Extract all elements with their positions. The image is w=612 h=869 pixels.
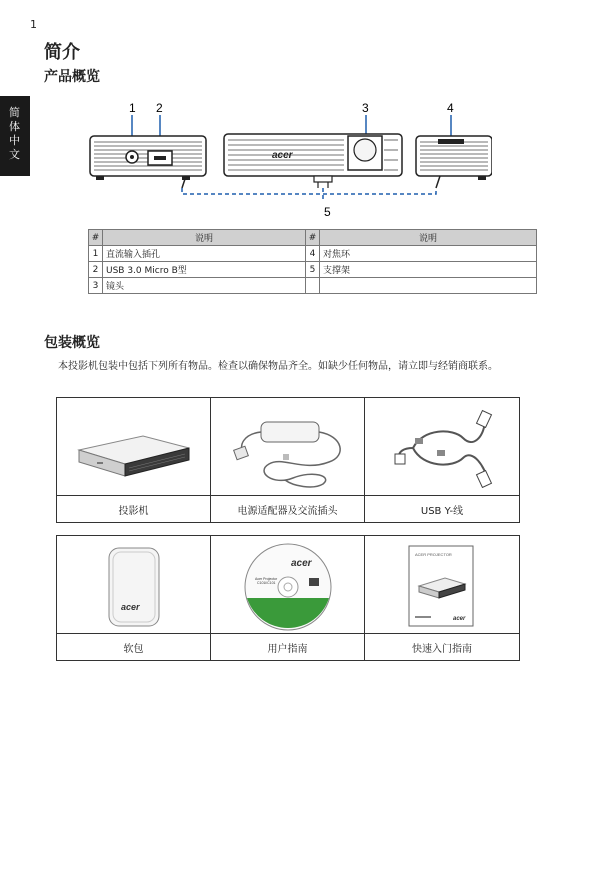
soft-case-icon bbox=[105, 544, 165, 630]
language-side-tab bbox=[0, 96, 30, 176]
table-cell: 直流输入插孔 bbox=[103, 246, 306, 262]
overview-heading: 产品概览 bbox=[44, 69, 100, 85]
stand-callout-bracket bbox=[182, 188, 436, 194]
table-header: 说明 bbox=[320, 230, 537, 246]
table-header: # bbox=[306, 230, 320, 246]
cd-model-line: C101i/C101 bbox=[257, 581, 276, 585]
table-cell: 5 bbox=[306, 262, 320, 278]
package-label-case: 软包 bbox=[123, 644, 144, 655]
table-row bbox=[89, 246, 537, 262]
cd-brand-logo: acer bbox=[291, 558, 312, 569]
table-cell bbox=[306, 278, 320, 294]
table-row bbox=[89, 262, 537, 278]
callout-1: 1 bbox=[129, 101, 136, 115]
projector-icon bbox=[73, 432, 195, 478]
power-adapter-icon bbox=[233, 416, 349, 490]
package-grid-top bbox=[56, 397, 520, 523]
table-header: # bbox=[89, 230, 103, 246]
projector-side-view-right bbox=[416, 136, 492, 188]
package-label-adapter: 电源适配器及交流插头 bbox=[237, 506, 338, 517]
case-brand-logo: acer bbox=[121, 602, 140, 612]
package-label-usb: USB Y-线 bbox=[420, 506, 464, 517]
table-cell: 1 bbox=[89, 246, 103, 262]
table-cell bbox=[320, 278, 537, 294]
projector-front-view bbox=[224, 134, 402, 188]
projector-side-view-left bbox=[90, 136, 206, 188]
cd-product-line: Acer Projector bbox=[255, 577, 278, 581]
language-tab-label: 简体中文 bbox=[9, 106, 20, 161]
package-intro-text: 本投影机包装中包括下列所有物品。检查以确保物品齐全。如缺少任何物品，请立即与经销商联系。 bbox=[58, 361, 498, 372]
table-header: 说明 bbox=[103, 230, 306, 246]
package-grid-bottom bbox=[56, 535, 520, 661]
component-table bbox=[88, 229, 537, 294]
guide-header: ACER PROJECTOR bbox=[415, 552, 452, 557]
table-header-row bbox=[89, 230, 537, 246]
cd-disc-icon bbox=[243, 542, 333, 632]
table-cell: 2 bbox=[89, 262, 103, 278]
callout-2: 2 bbox=[156, 101, 163, 115]
callout-3: 3 bbox=[362, 101, 369, 115]
table-cell: USB 3.0 Micro B型 bbox=[103, 262, 306, 278]
table-cell: 3 bbox=[89, 278, 103, 294]
usb-cable-icon bbox=[393, 408, 497, 488]
quick-guide-icon bbox=[407, 544, 477, 628]
guide-brand-logo: acer bbox=[453, 616, 466, 622]
package-heading: 包装概览 bbox=[44, 335, 100, 351]
product-overview-diagram bbox=[82, 98, 492, 220]
table-cell: 4 bbox=[306, 246, 320, 262]
page-number: 1 bbox=[30, 18, 37, 31]
package-label-projector: 投影机 bbox=[118, 506, 149, 517]
callout-5: 5 bbox=[324, 205, 331, 219]
table-cell: 支撑架 bbox=[320, 262, 537, 278]
table-cell: 镜头 bbox=[103, 278, 306, 294]
page-title: 简介 bbox=[44, 42, 80, 63]
package-label-user-guide: 用户指南 bbox=[267, 644, 308, 655]
table-cell: 对焦环 bbox=[320, 246, 537, 262]
package-label-quick-guide: 快速入门指南 bbox=[412, 644, 472, 655]
callout-4: 4 bbox=[447, 101, 454, 115]
table-row bbox=[89, 278, 537, 294]
front-brand-logo: acer bbox=[272, 150, 293, 161]
